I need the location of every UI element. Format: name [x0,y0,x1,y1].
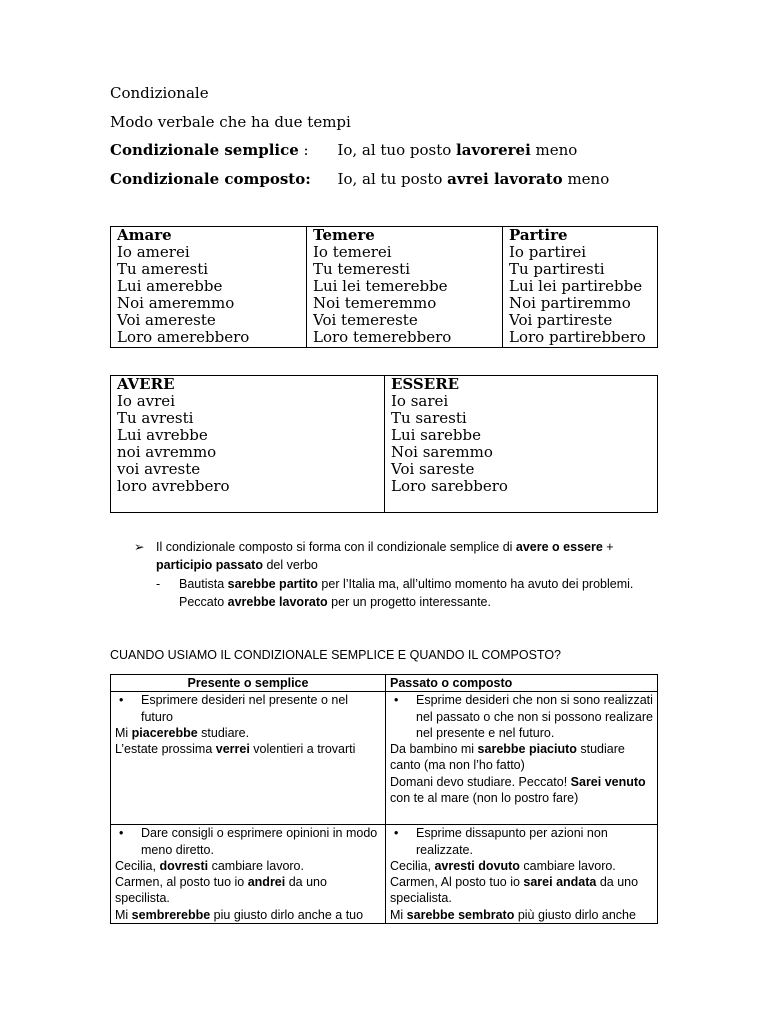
simple-example-verb: lavorerei [456,141,531,159]
aux-column-avere [111,376,385,513]
conjugation-row: Tu ameresti [117,260,209,278]
compound-example-post: meno [562,170,610,188]
bullet-icon: • [394,826,399,841]
conjugation-row: Loro amerebbero [117,328,250,346]
compound-definition [110,170,609,188]
conjugation-row: Tu saresti [391,409,467,427]
cell-compound-regret: • Esprime dissapunto per azioni non realizzate. Cecilia, avresti dovuto cambiare lavoro. Carmen, Al posto tuo io sarei andata da uno specialista. Mi sarebbe sembrato più giusto dirlo anche [386,825,658,924]
dash-bullet-icon: - [156,577,161,591]
example: Domani devo studiare. Peccato! Sarei venuto con te al mare (non lo postro fare) [390,774,646,806]
cell-compound-desires: • Esprime desideri che non si sono realizzati nel passato o che non si possono realizare nel presente e nel futuro. Da bambino mi sarebbe piaciuto studiare canto (ma non l’ho fatto) Domani devo studiare. Peccato! Sarei venuto con te al mare (non lo postro fare) [386,692,658,825]
example: Carmen, Al posto tuo io sarei andata da uno specialista. [390,875,639,906]
header-simple: Presente o semplice [111,675,386,692]
compound-example-pre: Io, al tu posto [337,170,448,188]
bullet-icon: • [394,693,399,708]
conjugation-row: Tu avresti [117,409,194,427]
formation-line-2: participio passato del verbo [156,558,318,572]
conjugation-row: Voi sareste [391,460,475,478]
verb-column-temere [307,227,503,348]
conjugation-row: Lui lei partirebbe [509,277,643,295]
usage-question: CUANDO USIAMO IL CONDIZIONALE SEMPLICE E QUANDO IL COMPOSTO? [110,648,562,662]
usage-comparison-table [110,674,658,924]
formation-note [134,538,674,611]
conjugation-row: loro avrebbero [117,477,230,495]
conjugation-row: Io temerei [313,243,392,261]
conjugation-row: Noi partiremmo [509,294,631,312]
example: Mi sembrerebbe piu giusto dirlo anche a tuo [115,907,364,922]
conjugation-row: Lui sarebbe [391,426,481,444]
conjugation-row: Noi temeremmo [313,294,437,312]
conjugation-row: Voi temereste [313,311,418,329]
example: Mi sarebbe sembrato più giusto dirlo anche [390,907,636,922]
example: Mi piacerebbe studiare. [115,725,250,740]
formation-line-1: Il condizionale composto si forma con il condizionale semplice di avere o essere + [156,540,614,554]
cell-simple-desires: • Esprimere desideri nel presente o nel futuro Mi piacerebbe studiare. L’estate prossima verrei volentieri a trovarti [111,692,386,825]
conjugation-row: Tu partiresti [509,260,605,278]
example: Cecilia, dovresti cambiare lavoro. [115,858,304,873]
simple-definition [110,141,577,159]
doc-title: Condizionale [110,84,209,102]
conjugation-row: Noi ameremmo [117,294,235,312]
verb-column-head: Partire [509,226,568,244]
arrow-bullet-icon: ➢ [134,540,145,554]
aux-column-essere [385,376,658,513]
verb-column-head: Temere [313,226,375,244]
auxiliary-table [110,375,658,513]
conjugation-row: Tu temeresti [313,260,411,278]
bullet-icon: • [119,693,124,708]
simple-label: Condizionale semplice [110,141,299,159]
compound-label: Condizionale composto: [110,170,311,188]
simple-example-pre: Io, al tuo posto [337,141,457,159]
compound-example-verb: avrei lavorato [447,170,563,188]
conjugation-row: Voi partireste [509,311,613,329]
conjugation-row: Lui lei temerebbe [313,277,448,295]
bullet-icon: • [119,826,124,841]
conjugation-row: Loro sarebbero [391,477,508,495]
aux-column-head: AVERE [117,375,175,393]
conjugation-row: Io avrei [117,392,175,410]
simple-example-post: meno [530,141,578,159]
aux-column-head: ESSERE [391,375,460,393]
conjugation-row: Loro partirebbero [509,328,646,346]
formation-examples [134,575,674,611]
conjugation-row: Lui amerebbe [117,277,223,295]
example-line-1: Bautista sarebbe partito per l’Italia ma, all’ultimo momento ha avuto dei problemi. [179,577,634,591]
example: Da bambino mi sarebbe piaciuto studiare canto (ma non l’ho fatto) [390,742,625,773]
conjugation-row: Io partirei [509,243,587,261]
simple-colon: : [298,141,309,159]
verb-column-head: Amare [117,226,172,244]
verb-column-partire [503,227,658,348]
example: Cecilia, avresti dovuto cambiare lavoro. [390,858,616,873]
example: L’estate prossima verrei volentieri a trovarti [115,742,356,757]
formation-bullet [134,538,674,574]
verb-conjugation-table [110,226,658,348]
doc-subtitle: Modo verbale che ha due tempi [110,113,351,131]
cell-simple-advice: • Dare consigli o esprimere opinioni in modo meno diretto. Cecilia, dovresti cambiare lavoro. Carmen, al posto tuo io andrei da uno specilista. Mi sembrerebbe piu giusto dirlo anche a tuo [111,825,386,924]
example: Carmen, al posto tuo io andrei da uno specilista. [115,875,327,906]
conjugation-row: Noi saremmo [391,443,493,461]
verb-column-amare [111,227,307,348]
header-compound: Passato o composto [386,675,658,692]
conjugation-row: Lui avrebbe [117,426,208,444]
conjugation-row: Loro temerebbero [313,328,452,346]
conjugation-row: voi avreste [117,460,201,478]
example-line-2: Peccato avrebbe lavorato per un progetto interessante. [179,595,491,609]
conjugation-row: Voi amereste [117,311,216,329]
conjugation-row: noi avremmo [117,443,217,461]
conjugation-row: Io amerei [117,243,190,261]
conjugation-row: Io sarei [391,392,449,410]
